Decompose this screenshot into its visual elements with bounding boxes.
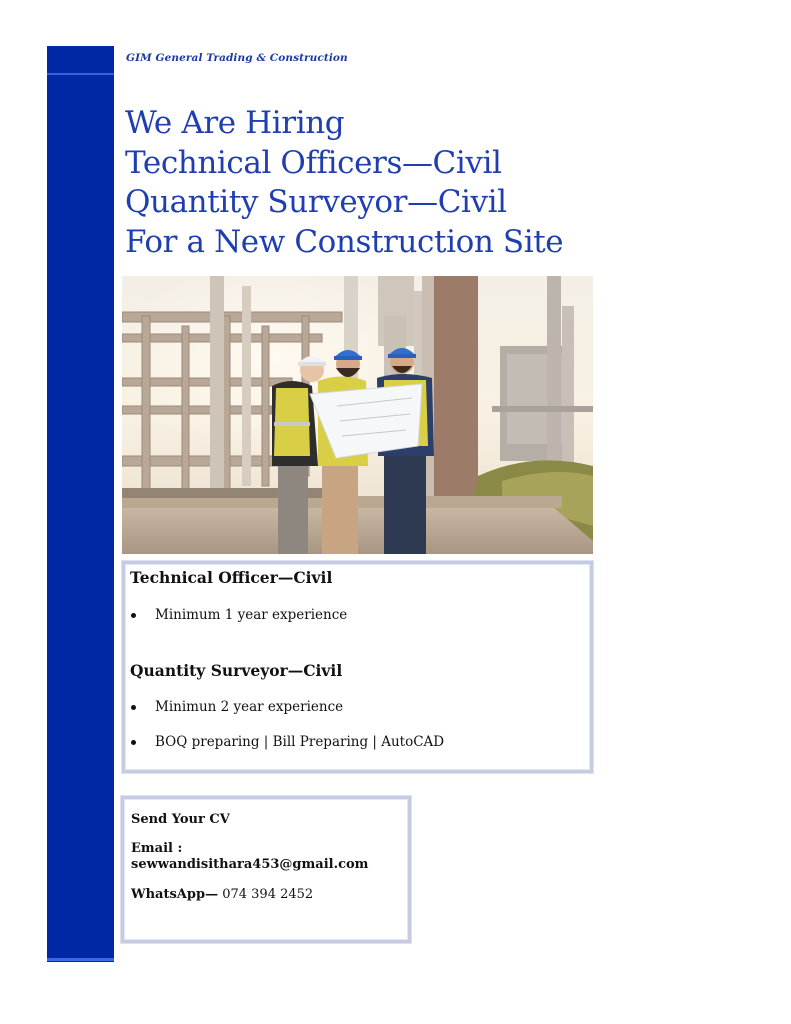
requirement-text: Minimun 2 year experience: [155, 699, 344, 715]
headline: [125, 104, 563, 262]
accent-divider: [47, 73, 114, 75]
left-accent-bar: [47, 46, 114, 962]
bullet-icon: [131, 613, 136, 618]
whatsapp-number: 074 394 2452: [222, 887, 314, 902]
requirement-text: BOQ preparing | Bill Preparing | AutoCAD: [155, 734, 445, 750]
position-title: Quantity Surveyor—Civil: [130, 661, 343, 680]
requirement-text: Minimum 1 year experience: [155, 607, 348, 623]
email-address: sewwandisithara453@gmail.com: [131, 857, 369, 872]
company-name: GIM General Trading & Construction: [126, 52, 348, 64]
bullet-icon: [131, 705, 136, 710]
headline-line-2: Technical Officers—Civil: [125, 144, 502, 181]
requirements-box: [122, 561, 593, 773]
headline-line-3: Quantity Surveyor—Civil: [125, 184, 507, 220]
construction-workers-photo: [122, 276, 593, 554]
headline-line-4: For a New Construction Site: [125, 223, 564, 260]
contact-box: [121, 796, 411, 943]
accent-divider-bottom: [47, 958, 114, 961]
email-label: Email :: [131, 841, 183, 856]
whatsapp-line: [131, 887, 313, 902]
whatsapp-label: WhatsApp—: [131, 887, 219, 902]
contact-heading: Send Your CV: [131, 812, 230, 827]
position-title: Technical Officer—Civil: [130, 568, 333, 587]
bullet-icon: [131, 740, 136, 745]
headline-line-1: We Are Hiring: [125, 105, 345, 141]
